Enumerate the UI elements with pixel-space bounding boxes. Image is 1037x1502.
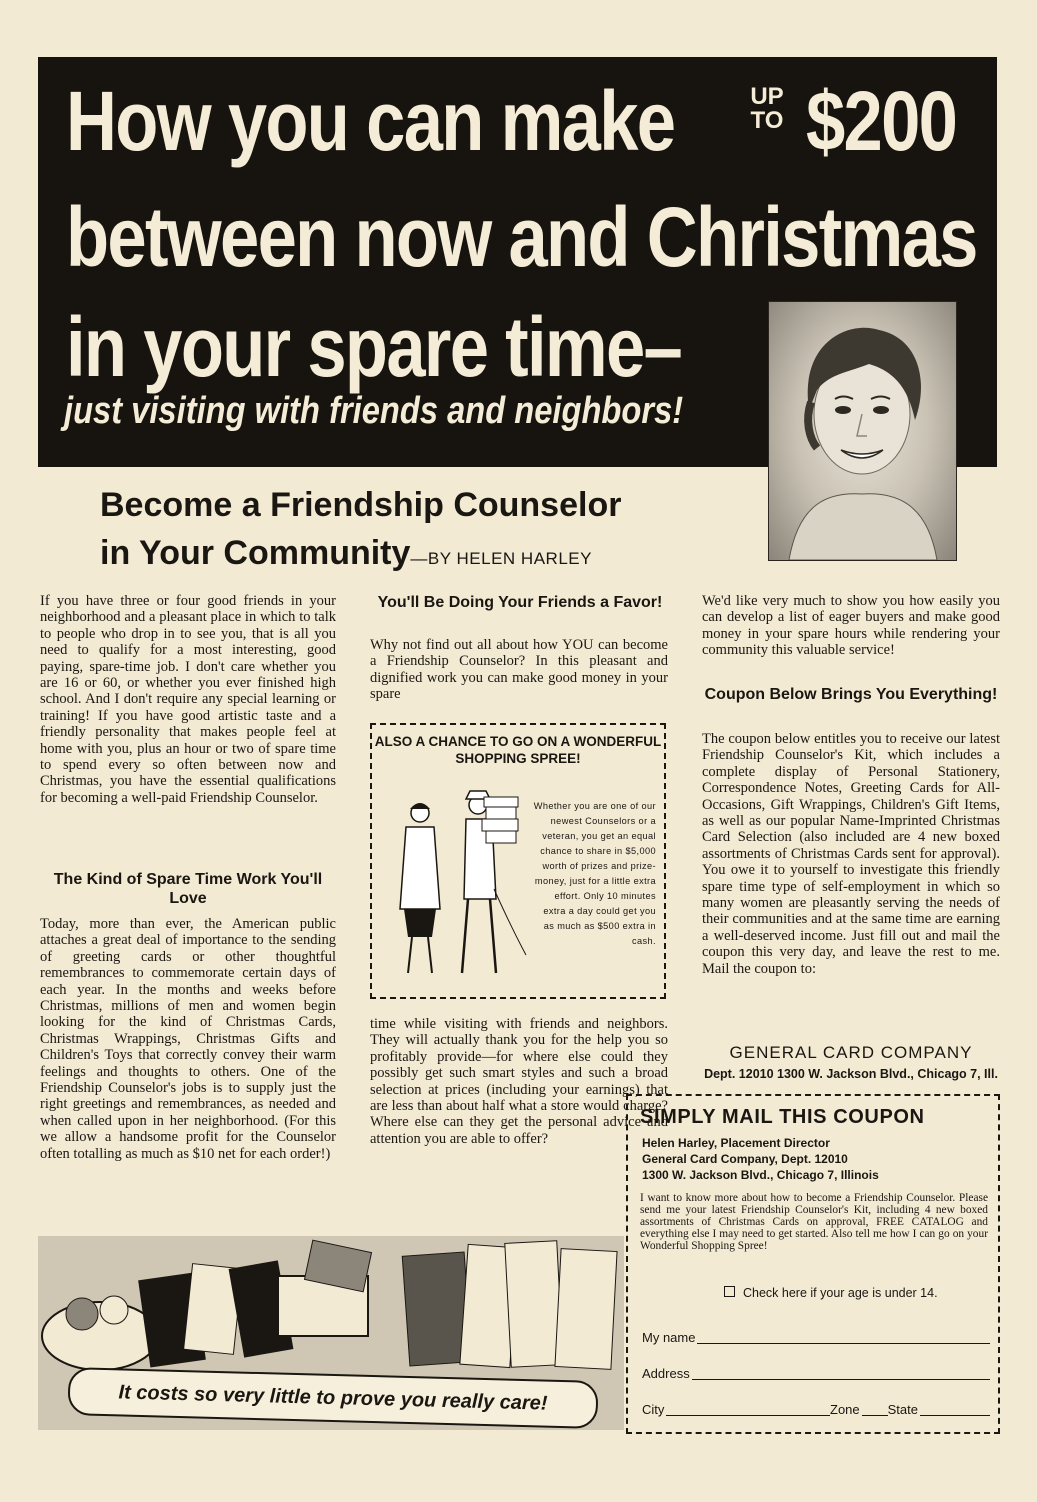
products-illustration <box>38 1236 624 1430</box>
headline-line-2: between now and Christmas <box>66 190 977 284</box>
shopping-spree-box <box>370 723 666 999</box>
headline-up-to: UP TO <box>750 83 784 134</box>
name-field-line[interactable] <box>697 1330 990 1344</box>
city-field-line[interactable] <box>666 1402 830 1416</box>
column-1-paragraph-1: If you have three or four good friends in your neighborhood and a pleasant place in which to talk to people who drop in to see you, that is all you need to qualify for a most interesting, good paying, spare-time job. I don't care whether you are 16 or 60, or whether you ever finished high school. And I don't require any special learning or training! If you have good artistic taste and a friendly personality that makes people feel at home with you, plus an hour or two of spare time to spend every so often between now and Christmas, you have the essential qualifications for becoming a well-paid Friendship Counselor. <box>40 593 336 806</box>
products-slogan: It costs so very little to prove you really care! <box>67 1367 598 1429</box>
column-1-paragraph-2: Today, more than ever, the American public attaches a great deal of importance to the sending of greeting cards or other thoughtful remembrances to commemorate certain days of each year. In the months and weeks before Christmas, millions of men and women begin looking for the kind of Christmas Cards, Christmas Wrappings, Christmas Gifts and Children's Toys that correctly convey their warm feelings and thoughts to others. One of the Friendship Counselor's jobs is to supply just the right greetings and remembrances, as needed and when called upon in her neighborhood. (For this we allow a handsome profit for the Counselor often totalling as much as $10 net for each order!) <box>40 916 336 1162</box>
age-checkbox-row[interactable] <box>724 1286 938 1300</box>
state-field-label: State <box>887 1402 918 1417</box>
shopping-spree-heading: ALSO A CHANCE TO GO ON A WONDERFUL SHOPPING SPREE! <box>374 734 662 766</box>
zone-field-line[interactable] <box>862 1402 888 1416</box>
column-1-heading: The Kind of Spare Time Work You'll Love <box>53 871 323 907</box>
column-2-paragraph-2: time while visiting with friends and neighbors. They will actually thank you for the help you so profitably provide—for where else could they possibly get such smart styles and such a broad selection at prices (including your earnings) that are less than about half what a store would charge? Where else can they get the personal advice and attention you are able to offer? <box>370 1016 668 1147</box>
coupon-address-line-2: General Card Company, Dept. 12010 <box>642 1152 848 1166</box>
byline: —BY HELEN HARLEY <box>410 549 592 568</box>
state-field-line[interactable] <box>920 1402 990 1416</box>
company-name: GENERAL CARD COMPANY <box>729 1043 973 1062</box>
article-title-community: in Your Community <box>100 534 411 572</box>
coupon-address-line-1: Helen Harley, Placement Director <box>642 1136 830 1150</box>
address-field[interactable] <box>642 1366 990 1381</box>
headline-line-1: How you can make <box>66 74 675 168</box>
coupon-title: SIMPLY MAIL THIS COUPON <box>640 1106 925 1128</box>
address-field-line[interactable] <box>692 1366 990 1380</box>
name-field[interactable] <box>642 1330 990 1345</box>
company-address: Dept. 12010 1300 W. Jackson Blvd., Chicago 7, Ill. <box>704 1067 998 1081</box>
article-title-line-1: Become a Friendship Counselor <box>100 486 622 524</box>
shopping-spree-text: Whether you are one of our newest Counselors or a veteran, you get an equal chance to share in $5,000 worth of prizes and prize-money, just for a little extra effort. Only 10 minutes extra a day could get you as much as $500 extra in cash. <box>533 801 656 946</box>
city-field-label: City <box>642 1402 665 1417</box>
shoppers-illustration <box>382 769 532 989</box>
coupon-address-line-3: 1300 W. Jackson Blvd., Chicago 7, Illinois <box>642 1168 879 1182</box>
age-checkbox-label: Check here if your age is under 14. <box>743 1286 938 1300</box>
city-zone-state-field[interactable] <box>642 1402 990 1417</box>
author-portrait <box>768 301 957 561</box>
column-2-paragraph-1: Why not find out all about how YOU can become a Friendship Counselor? In this pleasant and dignified work you can make good money in your spare <box>370 637 668 703</box>
headline-amount: $200 <box>806 74 957 168</box>
column-3-paragraph-1: We'd like very much to show you how easily you can develop a list of eager buyers and make good money in your spare hours while rendering your community this valuable service! <box>702 593 1000 659</box>
zone-field-label: Zone <box>830 1402 860 1417</box>
name-field-label: My name <box>642 1330 696 1345</box>
headline-subhead: just visiting with friends and neighbors! <box>64 390 684 432</box>
mail-coupon <box>626 1094 1000 1434</box>
column-3-heading: Coupon Below Brings You Everything! <box>704 686 998 703</box>
portrait-illustration <box>769 302 956 560</box>
headline-line-3: in your spare time– <box>66 300 682 394</box>
column-3-paragraph-2: The coupon below entitles you to receive our latest Friendship Counselor's Kit, which includes a complete display of Personal Stationery, Correspondence Notes, Greeting Cards for All-Occasions, Gift Wrappings, Children's Gift Items, as well as our popular Name-Imprinted Christmas Card Selection (also included are 4 new boxed assortments of Christmas Cards sent for approval). You owe it to yourself to investigate this friendly spare time type of self-employment in which so many women are pleasantly serving the needs of their communities and at the same time are earning a well-deserved income. Just fill out and mail the coupon this very day, and leave the rest to me. Mail the coupon to: <box>702 731 1000 977</box>
column-2-heading: You'll Be Doing Your Friends a Favor! <box>377 594 663 611</box>
article-title-line-2 <box>100 534 592 573</box>
age-checkbox[interactable] <box>724 1286 735 1297</box>
address-field-label: Address <box>642 1366 690 1381</box>
coupon-body: I want to know more about how to become a Friendship Counselor. Please send me your latest Friendship Counselor's Kit, including 4 new boxed assortments of Christmas Cards on approval, FREE CATALOG and everything else I may need to get started. Also tell me how I can go on your Wonderful Shopping Spree! <box>640 1192 988 1252</box>
